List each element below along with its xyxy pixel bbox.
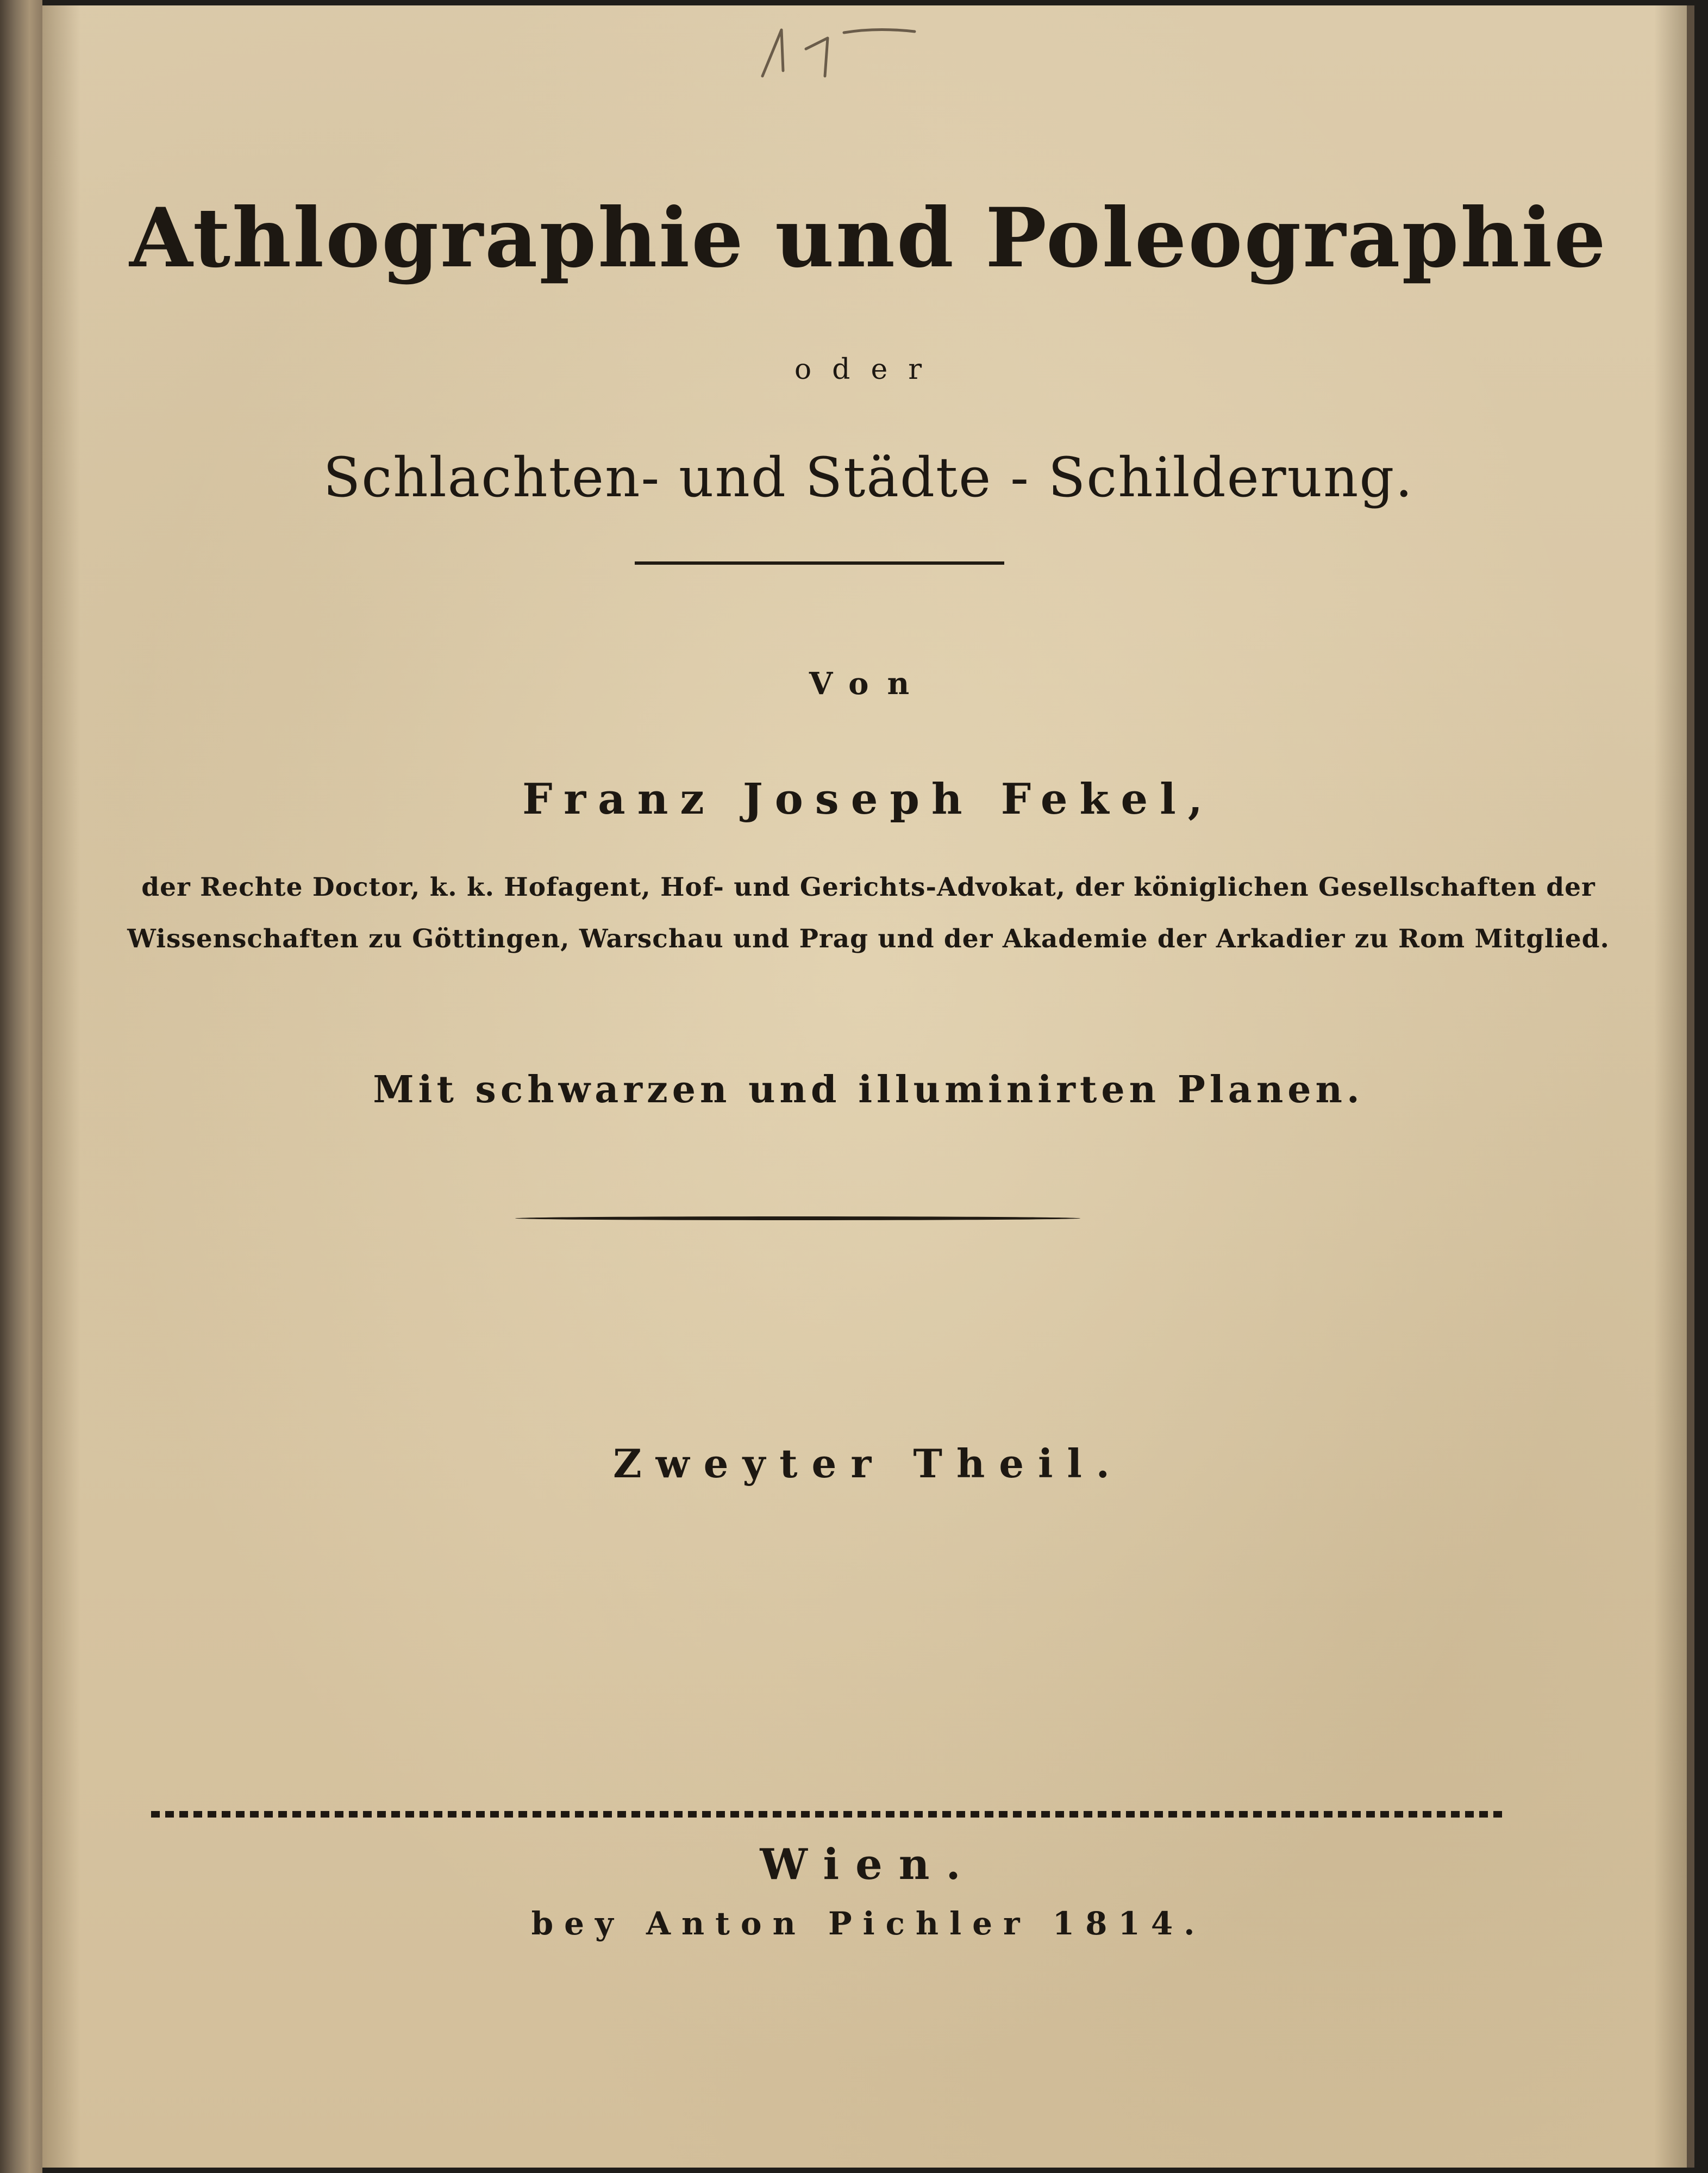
volume-label: Zweyter Theil. [613, 1440, 1124, 1487]
author-credentials-line-1: der Rechte Doctor, k. k. Hofagent, Hof- und Gerichts-Advokat, der königlichen Gesellschaften der [141, 872, 1596, 902]
divider-rule-middle [515, 1216, 1080, 1220]
handwritten-pencil-mark [752, 16, 925, 87]
by-label: Von [809, 666, 928, 702]
book-title: Athlographie und Poleographie [129, 190, 1607, 286]
plates-note: Mit schwarzen und illuminirten Planen. [373, 1068, 1364, 1112]
paper-page [42, 5, 1694, 2168]
book-spine-edge [0, 0, 42, 2173]
title-connector: oder [794, 353, 943, 386]
book-subtitle: Schlachten- und Städte - Schilderung. [323, 446, 1414, 509]
author-credentials-line-2: Wissenschaften zu Göttingen, Warschau und Prag und der Akademie der Arkadier zu Rom Mitglied. [127, 924, 1610, 954]
publisher-imprint: bey Anton Pichler 1814. [531, 1905, 1206, 1942]
dotted-divider-rule [151, 1811, 1504, 1818]
divider-rule-top [635, 561, 1004, 565]
author-name: Franz Joseph Fekel, [522, 775, 1215, 824]
publication-place: Wien. [760, 1840, 977, 1889]
